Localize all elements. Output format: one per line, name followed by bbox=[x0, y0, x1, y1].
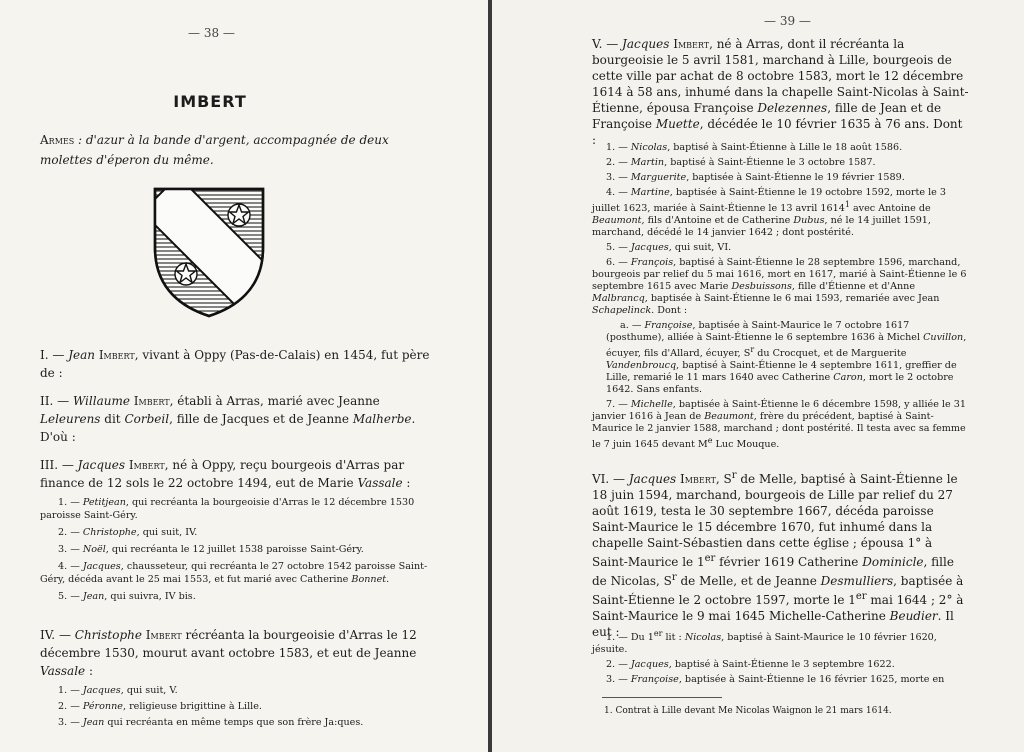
right-page bbox=[492, 0, 1024, 752]
coat-of-arms-shield-icon bbox=[152, 186, 266, 318]
family-title: IMBERT bbox=[173, 92, 247, 111]
list-item: 2. — Christophe, qui suit, IV. bbox=[58, 527, 198, 538]
list-item: 3. — Marguerite, baptisée à Saint-Étienne le 19 février 1589. bbox=[606, 172, 905, 183]
section-III-children bbox=[40, 496, 430, 603]
list-item: 3. — Françoise, baptisée à Saint-Étienne le 16 février 1625, morte en bbox=[606, 674, 945, 686]
list-item: 1. — Petitjean, qui recréanta la bourgeoisie d'Arras le 12 décembre 1530 paroisse Saint-Géry. bbox=[40, 497, 415, 521]
list-item: 3. — Jean qui recréanta en même temps que son frère Ja:ques. bbox=[58, 717, 364, 728]
section-II: II. — Willaume Imbert, établi à Arras, marié avec Jeanne Leleurens dit Corbeil, fille de Jacques et de Jeanne Malherbe. D'où : bbox=[40, 394, 416, 444]
section-IV-children bbox=[40, 684, 430, 729]
list-item: 4. — Jacques, chausseteur, qui recréanta le 27 octobre 1542 paroisse Saint-Géry, décéda avant le 25 mai 1553, et fut marié avec Catherine Bonnet. bbox=[40, 561, 428, 585]
list-item: 1. — Nicolas, baptisé à Saint-Étienne à Lille le 18 août 1586. bbox=[606, 142, 903, 153]
page-number-right: — 39 — bbox=[764, 14, 811, 28]
list-item: 7. — Michelle, baptisée à Saint-Étienne le 6 décembre 1598, y alliée le 31 janvier 1616 à Jean de Beaumont, frère du précédent, baptisé à Saint-Maurice le 2 janvier 1588, marchand ; dont postérité. Il testa avec sa femme le 7 juin 1645 devant Me Luc Mouque. bbox=[592, 399, 966, 451]
left-page bbox=[0, 0, 490, 752]
section-VI-children bbox=[592, 628, 970, 686]
list-item: 2. — Péronne, religieuse brigittine à Lille. bbox=[58, 701, 262, 712]
section-I: I. — Jean Imbert, vivant à Oppy (Pas-de-Calais) en 1454, fut père de : bbox=[40, 348, 430, 380]
section-IV: IV. — Christophe Imbert récréanta la bourgeoisie d'Arras le 12 décembre 1530, mourut avant octobre 1583, et eut de Jeanne Vassale : bbox=[40, 628, 417, 678]
footnote: 1. Contrat à Lille devant Me Nicolas Waignon le 21 mars 1614. bbox=[604, 706, 892, 716]
armes-description: Armes : d'azur à la bande d'argent, accompagnée de deux molettes d'éperon du même. bbox=[40, 133, 389, 167]
list-item: 2. — Martin, baptisé à Saint-Étienne le 3 octobre 1587. bbox=[606, 157, 876, 168]
section-III: III. — Jacques Imbert, né à Oppy, reçu bourgeois d'Arras par finance de 12 sols le 22 octobre 1494, eut de Marie Vassale : bbox=[40, 458, 411, 490]
list-item: 1. — Du 1er lit : Nicolas, baptisé à Saint-Maurice le 10 février 1620, jésuite. bbox=[592, 629, 937, 656]
list-item: 5. — Jean, qui suivra, IV bis. bbox=[58, 591, 196, 602]
list-item: 3. — Noël, qui recréanta le 12 juillet 1538 paroisse Saint-Géry. bbox=[58, 544, 364, 555]
section-VI: VI. — Jacques Imbert, $S^r$ de Melle, baptisé à Saint-Étienne le 18 juin 1594, marchand, bourgeois de Lille par relief du 27 août 1619, testa le 30 septembre 1667, décéda paroisse Saint-Maurice le 15 décembre 1670, fut inhumé dans la chapelle Saint-Sébastien dans cette église ; épousa 1° à Saint-Maurice le 1er février 1619 Catherine Dominicle, fille de Nicolas, $S^r$ de Melle, et de Jeanne Desmulliers, baptisée à Saint-Étienne le 2 octobre 1597, morte le 1er mai 1644 ; 2° à Saint-Maurice le 9 mai 1645 Michelle-Catherine Beudier. Il eut : bbox=[592, 470, 964, 639]
list-item: 6. — François, baptisé à Saint-Étienne le 28 septembre 1596, marchand, bourgeois par relief du 5 mai 1616, mort en 1617, marié à Saint-Étienne le 6 septembre 1615 avec Marie Desbuissons, fille d'Étienne et d'Anne Malbrancq, baptisée à Saint-Étienne le 6 mai 1593, remariée avec Jean Schapelinck. Dont : bbox=[592, 257, 967, 317]
page-number-left: — 38 — bbox=[188, 26, 235, 40]
list-item: 2. — Jacques, baptisé à Saint-Étienne le 3 septembre 1622. bbox=[606, 659, 895, 671]
section-V-children bbox=[592, 142, 970, 452]
section-V: V. — Jacques Imbert, né à Arras, dont il récréanta la bourgeoisie le 5 avril 1581, marchand à Lille, bourgeois de cette ville par achat de 8 octobre 1583, mort le 12 décembre 1614 à 58 ans, inhumé dans la chapelle Saint-Nicolas à Saint-Étienne, épousa Françoise Delezennes, fille de Jean et de Françoise Muette, décédée le 10 février 1635 à 76 ans. Dont : bbox=[592, 37, 969, 147]
list-item: 1. — Jacques, qui suit, V. bbox=[58, 685, 178, 696]
list-item: 5. — Jacques, qui suit, VI. bbox=[606, 242, 732, 254]
list-item: 4. — Martine, baptisée à Saint-Étienne le 19 octobre 1592, morte le 3 juillet 1623, mariée à Saint-Étienne le 13 avril 1614$^1$ avec Antoine de Beaumont, fils d'Antoine et de Catherine Dubus, né le 14 juillet 1591, marchand, décédé le 14 janvier 1642 ; dont postérité. bbox=[592, 187, 946, 239]
footnote-rule bbox=[602, 697, 722, 698]
list-item: a. — Françoise, baptisée à Saint-Maurice le 7 octobre 1617 (posthume), alliée à Saint-Étienne le 6 septembre 1636 à Michel Cuvillon, écuyer, fils d'Allard, écuyer, $S^r$ du Crocquet, et de Marguerite Vandenbroucq, baptisé à Saint-Étienne le 4 septembre 1611, greffier de Lille, remarié le 11 mars 1640 avec Catherine Caron, mort le 2 octobre 1642. Sans enfants. bbox=[606, 320, 967, 396]
